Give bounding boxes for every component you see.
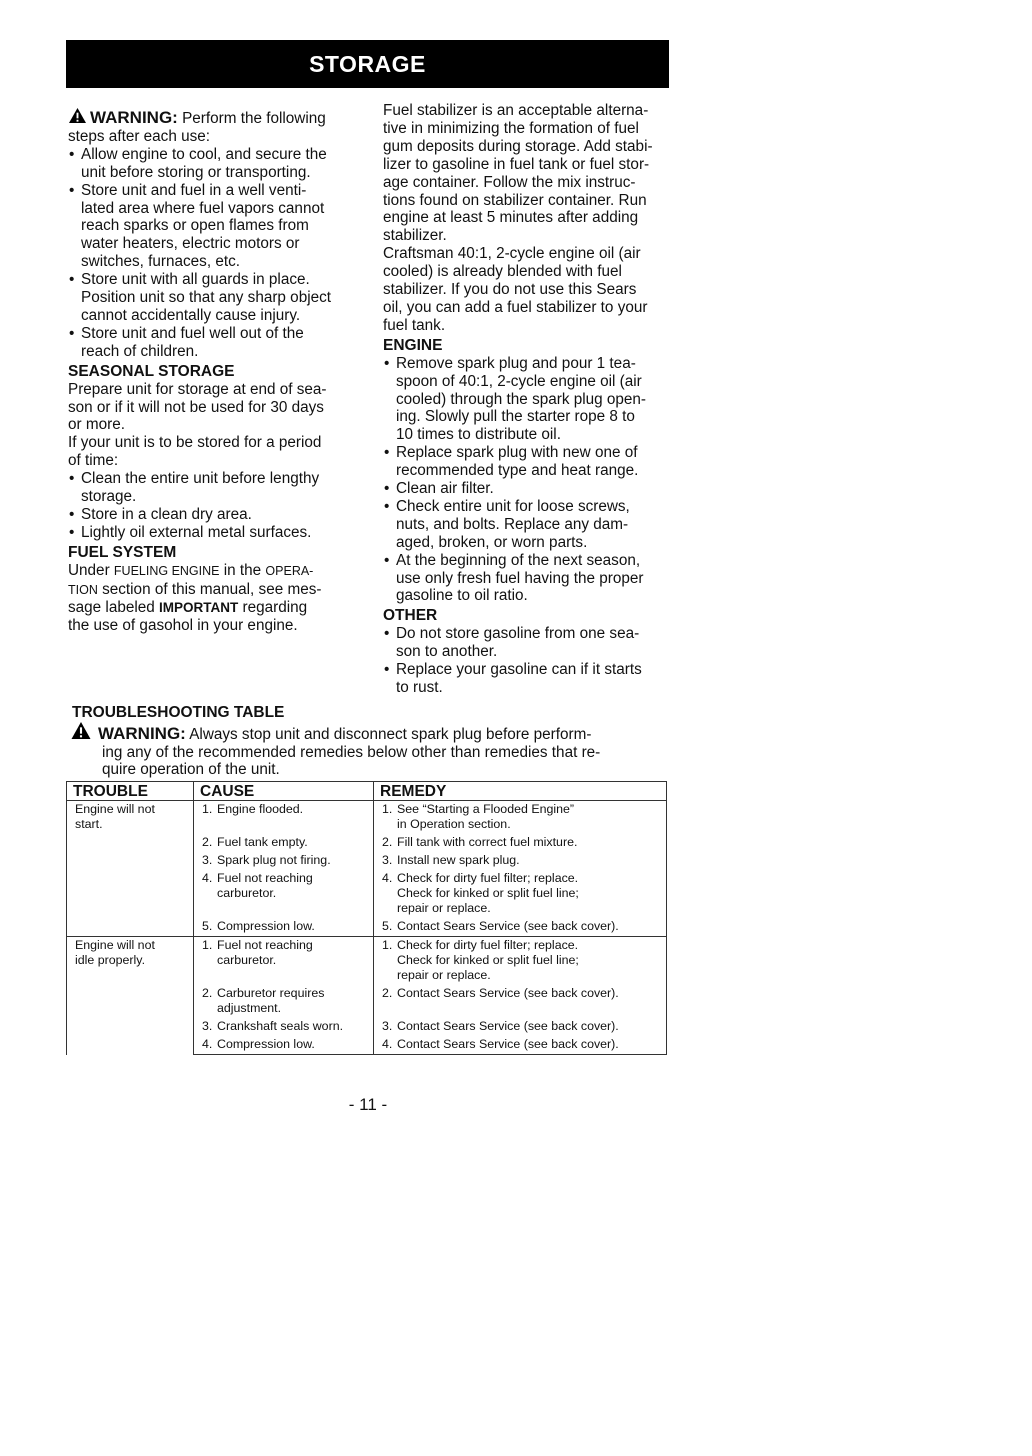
cause-text-line	[202, 1037, 367, 1052]
seasonal-bullet-item	[68, 470, 363, 506]
other-bullet-item-line: to rust.	[396, 679, 443, 696]
table-row	[67, 801, 667, 835]
cause-text-line: carburetor.	[217, 886, 277, 900]
column-header-cause: CAUSE	[194, 782, 374, 801]
cause-text: Engine flooded.	[217, 802, 304, 816]
seasonal-text-line: of time:	[68, 452, 119, 470]
remedy-text: Install new spark plug.	[397, 853, 520, 867]
remedy-cell	[374, 937, 667, 986]
warning-bullet-item-line: lated area where fuel vapors cannot	[81, 199, 325, 217]
engine-bullet-item-line: aged, broken, or worn parts.	[396, 533, 588, 551]
remedy-text: See “Starting a Flooded Engine”	[397, 802, 575, 816]
trouble-text-line: Engine will not	[75, 802, 155, 816]
cause-number: 5.	[202, 919, 213, 933]
engine-bullet-item-line: use only fresh fuel having the proper	[396, 569, 644, 587]
trouble-cell	[67, 801, 194, 937]
remedy-cell	[374, 801, 667, 835]
cause-text: Crankshaft seals worn.	[217, 1019, 344, 1033]
engine-bullet-list	[383, 355, 673, 606]
cause-cell	[194, 852, 374, 870]
other-bullet-item-line: • Do not store gasoline from one sea-	[396, 625, 640, 643]
stabilizer-paragraph-2	[383, 245, 673, 335]
remedy-number: 4.	[382, 1037, 393, 1051]
seasonal-text-line: or more.	[68, 416, 125, 434]
remedy-cell	[374, 918, 667, 937]
remedy-number: 1.	[382, 802, 393, 816]
cause-text-line	[202, 802, 367, 817]
remedy-text-line	[382, 938, 660, 953]
stabilizer-paragraph-1	[383, 102, 673, 245]
remedy-text: Check for dirty fuel filter; replace.	[397, 871, 579, 885]
remedy-number: 1.	[382, 938, 393, 952]
cause-text: Fuel not reaching	[217, 871, 313, 885]
remedy-cell	[374, 834, 667, 852]
remedy-number: 3.	[382, 1019, 393, 1033]
stabilizer-text-line: oil, you can add a fuel stabilizer to your	[383, 298, 648, 316]
remedy-text-line	[382, 1019, 660, 1034]
warning-triangle-icon	[68, 107, 87, 124]
warning-bullet-item	[68, 146, 363, 182]
cause-text: Fuel tank empty.	[217, 835, 308, 849]
troubleshooting-warning-text: Always stop unit and disconnect spark plug before perform-	[189, 726, 592, 743]
remedy-text: Contact Sears Service (see back cover).	[397, 919, 619, 933]
warning-bullet-item-line: • Store unit and fuel well out of the	[81, 324, 304, 342]
fuel-system-heading: FUEL SYSTEM	[68, 543, 177, 561]
fuel-system-line-4: the use of gasohol in your engine.	[68, 617, 298, 635]
warning-bullet-item	[68, 325, 363, 361]
troubleshooting-warning-line-2: ing any of the recommended remedies below other than remedies that re-	[102, 743, 601, 761]
stabilizer-text-line: stabilizer.	[383, 227, 447, 245]
troubleshooting-warning-line-3: quire operation of the unit.	[102, 761, 280, 778]
cause-cell	[194, 937, 374, 986]
cause-cell	[194, 870, 374, 918]
stabilizer-text-line: cooled) is already blended with fuel	[383, 263, 622, 281]
trouble-cell	[67, 937, 194, 1055]
cause-cell	[194, 1036, 374, 1055]
warning-intro: Perform the following	[182, 110, 326, 127]
other-bullet-item	[383, 661, 673, 697]
engine-bullet-item-line: gasoline to oil ratio.	[396, 587, 528, 605]
fuel-system-line-2: TION section of this manual, see mes-	[68, 580, 322, 598]
table-row	[67, 937, 667, 986]
stabilizer-text-line: lizer to gasoline in fuel tank or fuel stor-	[383, 155, 650, 173]
troubleshooting-table	[66, 781, 667, 1055]
seasonal-bullet-list	[68, 470, 363, 542]
warning-bullet-item-line: • Allow engine to cool, and secure the	[81, 145, 327, 163]
stabilizer-text-line: engine at least 5 minutes after adding	[383, 209, 639, 227]
engine-bullet-item	[383, 552, 673, 606]
remedy-text: Fill tank with correct fuel mixture.	[397, 835, 578, 849]
engine-bullet-item-line: recommended type and heat range.	[396, 462, 639, 480]
cause-cell	[194, 834, 374, 852]
cause-number: 4.	[202, 871, 213, 885]
warning-intro-2: steps after each use:	[68, 127, 211, 145]
warning-bullet-item-line: cannot accidentally cause injury.	[81, 306, 301, 324]
cause-text: Fuel not reaching	[217, 938, 313, 952]
engine-bullet-item-line: spoon of 40:1, 2-cycle engine oil (air	[396, 372, 642, 390]
cause-cell	[194, 801, 374, 835]
engine-bullet-item	[383, 498, 673, 552]
seasonal-text-line: Prepare unit for storage at end of sea-	[68, 380, 327, 398]
cause-text-line: carburetor.	[217, 953, 277, 967]
other-bullet-list	[383, 625, 673, 697]
cause-text-line: adjustment.	[217, 1001, 282, 1015]
warning-bullet-item-line: water heaters, electric motors or	[81, 235, 300, 253]
stabilizer-text-line: Craftsman 40:1, 2-cycle engine oil (air	[383, 245, 641, 263]
cause-text: Carburetor requires	[217, 986, 325, 1000]
remedy-number: 5.	[382, 919, 393, 933]
stabilizer-text-line: stabilizer. If you do not use this Sears	[383, 281, 637, 299]
remedy-number: 2.	[382, 986, 393, 1000]
stabilizer-text-line: fuel tank.	[383, 316, 446, 334]
cause-number: 1.	[202, 938, 213, 952]
cause-text-line	[202, 835, 367, 850]
cause-number: 4.	[202, 1037, 213, 1051]
cause-cell	[194, 918, 374, 937]
cause-cell	[194, 1018, 374, 1036]
troubleshooting-warning	[70, 721, 670, 779]
warning-bullet-item-line: • Store unit with all guards in place.	[81, 271, 310, 289]
remedy-text-line	[382, 853, 660, 868]
fuel-system-line-1: Under FUELING ENGINE in the OPERA-	[68, 561, 314, 579]
cause-text-line	[202, 1019, 367, 1034]
warning-line	[68, 107, 363, 128]
remedy-cell	[374, 1036, 667, 1055]
engine-bullet-item-line: • Replace spark plug with new one of	[396, 444, 638, 462]
seasonal-bullet-item-line: storage.	[81, 488, 137, 506]
warning-bullet-item-line: Position unit so that any sharp object	[81, 289, 332, 307]
warning-bullet-item-line: • Store unit and fuel in a well venti-	[81, 181, 307, 199]
seasonal-text-line: If your unit is to be stored for a period	[68, 434, 322, 452]
warning-bullet-item	[68, 182, 363, 272]
remedy-number: 4.	[382, 871, 393, 885]
remedy-text-line: Check for kinked or split fuel line;	[397, 953, 579, 967]
cause-text-line	[202, 986, 367, 1001]
remedy-text-line: repair or replace.	[397, 968, 491, 982]
stabilizer-text-line: age container. Follow the mix instruc-	[383, 173, 636, 191]
cause-text: Spark plug not firing.	[217, 853, 331, 867]
seasonal-paragraph-2	[68, 434, 363, 470]
warning-triangle-icon	[70, 721, 92, 740]
remedy-text-line	[382, 802, 660, 817]
left-column	[68, 107, 363, 635]
seasonal-bullet-item	[68, 524, 363, 542]
fuel-system-line-3: sage labeled IMPORTANT regarding	[68, 599, 308, 617]
remedy-cell	[374, 1018, 667, 1036]
stabilizer-text-line: Fuel stabilizer is an acceptable alterna-	[383, 102, 649, 119]
engine-bullet-item	[383, 480, 673, 498]
warning-bullet-item-line: switches, furnaces, etc.	[81, 253, 240, 271]
troubleshooting-heading: TROUBLESHOOTING TABLE	[72, 704, 285, 721]
engine-bullet-item-line: • Check entire unit for loose screws,	[396, 497, 630, 515]
remedy-text-line: in Operation section.	[397, 817, 511, 831]
trouble-text-line: start.	[75, 817, 103, 831]
trouble-text-line: idle properly.	[75, 953, 146, 967]
seasonal-bullet-item-line: • Store in a clean dry area.	[81, 505, 252, 523]
remedy-text: Contact Sears Service (see back cover).	[397, 1019, 619, 1033]
remedy-number: 2.	[382, 835, 393, 849]
warning-bullet-item-line: reach sparks or open flames from	[81, 217, 309, 235]
remedy-cell	[374, 985, 667, 1018]
warning-bullet-list	[68, 146, 363, 361]
cause-cell	[194, 985, 374, 1018]
seasonal-bullet-item-line: • Clean the entire unit before lengthy	[81, 470, 320, 488]
seasonal-bullet-item	[68, 506, 363, 524]
remedy-text: Contact Sears Service (see back cover).	[397, 986, 619, 1000]
seasonal-paragraph-1	[68, 381, 363, 435]
remedy-text-line	[382, 871, 660, 886]
column-header-trouble: TROUBLE	[67, 782, 194, 801]
cause-text-line	[202, 919, 367, 934]
warning-bullet-item-line: unit before storing or transporting.	[81, 163, 311, 181]
engine-bullet-item-line: ing. Slowly pull the starter rope 8 to	[396, 408, 635, 426]
engine-bullet-item-line: 10 times to distribute oil.	[396, 426, 561, 444]
cause-text-line	[202, 853, 367, 868]
other-bullet-item-line: • Replace your gasoline can if it starts	[396, 661, 642, 679]
other-bullet-item	[383, 625, 673, 661]
other-bullet-item-line: son to another.	[396, 643, 498, 661]
right-column	[383, 102, 673, 697]
cause-number: 2.	[202, 835, 213, 849]
column-header-remedy: REMEDY	[374, 782, 667, 801]
stabilizer-text-line: gum deposits during storage. Add stabi-	[383, 137, 653, 155]
remedy-text-line: Check for kinked or split fuel line;	[397, 886, 579, 900]
remedy-text-line	[382, 919, 660, 934]
other-heading: OTHER	[383, 607, 438, 625]
remedy-cell	[374, 852, 667, 870]
remedy-text: Check for dirty fuel filter; replace.	[397, 938, 579, 952]
cause-text-line	[202, 871, 367, 886]
cause-text: Compression low.	[217, 1037, 315, 1051]
cause-text-line	[202, 938, 367, 953]
engine-bullet-item-line: • At the beginning of the next season,	[396, 551, 641, 569]
engine-heading: ENGINE	[383, 336, 443, 354]
remedy-number: 3.	[382, 853, 393, 867]
engine-bullet-item	[383, 444, 673, 480]
remedy-text-line: repair or replace.	[397, 901, 491, 915]
remedy-text-line	[382, 835, 660, 850]
cause-number: 3.	[202, 853, 213, 867]
seasonal-storage-heading: SEASONAL STORAGE	[68, 362, 235, 380]
remedy-text-line	[382, 1037, 660, 1052]
engine-bullet-item-line: • Remove spark plug and pour 1 tea-	[396, 354, 636, 372]
engine-bullet-item-line: cooled) through the spark plug open-	[396, 390, 647, 408]
cause-number: 2.	[202, 986, 213, 1000]
page-number: - 11 -	[348, 1095, 388, 1114]
page-title: STORAGE	[66, 40, 669, 88]
seasonal-bullet-item-line: • Lightly oil external metal surfaces.	[81, 523, 312, 541]
cause-number: 3.	[202, 1019, 213, 1033]
troubleshooting-warning-label: WARNING:	[98, 724, 186, 743]
engine-bullet-item-line: nuts, and bolts. Replace any dam-	[396, 515, 629, 533]
engine-bullet-item	[383, 355, 673, 445]
stabilizer-text-line: tions found on stabilizer container. Run	[383, 191, 647, 209]
warning-bullet-item	[68, 271, 363, 325]
engine-bullet-item-line: • Clean air filter.	[396, 480, 494, 498]
trouble-text-line: Engine will not	[75, 938, 155, 952]
warning-label: WARNING:	[90, 108, 178, 127]
warning-bullet-item-line: reach of children.	[81, 342, 199, 360]
seasonal-text-line: son or if it will not be used for 30 days	[68, 398, 324, 416]
stabilizer-text-line: tive in minimizing the formation of fuel	[383, 119, 639, 137]
troubleshooting-table-body	[67, 801, 667, 1055]
remedy-text-line	[382, 986, 660, 1001]
cause-number: 1.	[202, 802, 213, 816]
remedy-cell	[374, 870, 667, 918]
cause-text: Compression low.	[217, 919, 315, 933]
remedy-text: Contact Sears Service (see back cover).	[397, 1037, 619, 1051]
